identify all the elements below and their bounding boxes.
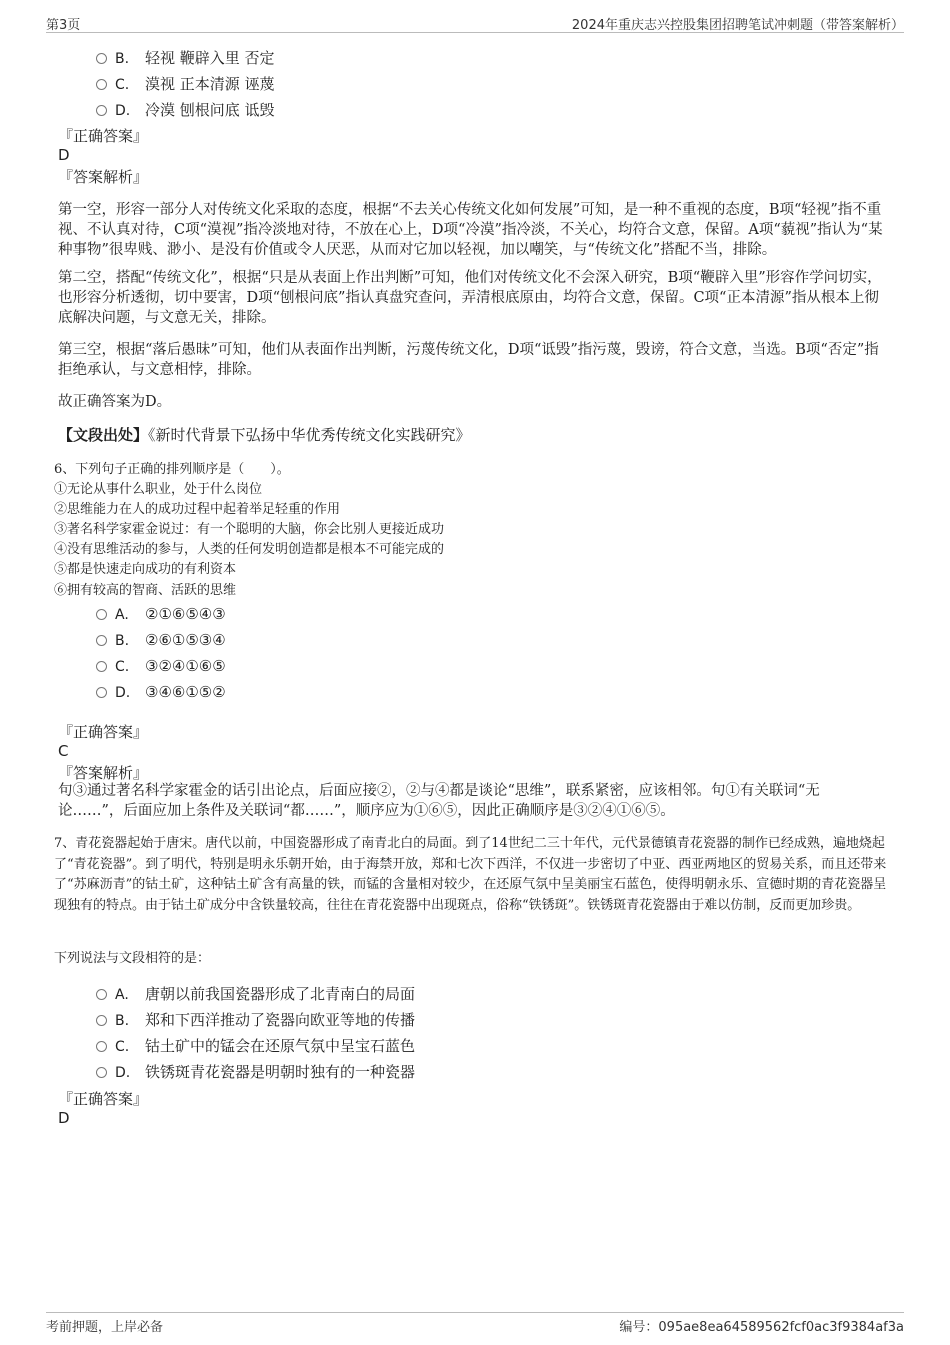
q6-option-a[interactable] [96, 603, 226, 625]
q7-answer: D [58, 1109, 70, 1127]
footer-slogan: 考前押题，上岸必备 [46, 1320, 164, 1335]
q5-source [58, 425, 471, 445]
option-letter: A. [115, 987, 129, 1003]
source-title: 《新时代背景下弘扬中华优秀传统文化实践研究》 [148, 426, 471, 444]
option-letter: B. [115, 1013, 130, 1029]
q6-option-b[interactable] [96, 629, 226, 651]
option-letter: B. [115, 51, 130, 67]
radio-icon[interactable] [96, 1067, 107, 1078]
radio-icon[interactable] [96, 687, 107, 698]
page-number: 第3页 [46, 18, 81, 33]
option-text: ②①⑥⑤④③ [145, 605, 226, 623]
option-letter: B. [115, 633, 130, 649]
radio-icon[interactable] [96, 635, 107, 646]
option-letter: A. [115, 607, 129, 623]
option-letter: C. [115, 77, 130, 93]
radio-icon[interactable] [96, 1015, 107, 1026]
q7-answer-label: 『正确答案』 [58, 1090, 149, 1108]
q6-option-d[interactable] [96, 681, 226, 703]
page-footer [46, 1312, 904, 1335]
option-text: 钴土矿中的锰会在还原气氛中呈宝石蓝色 [145, 1037, 416, 1055]
q5-analysis-p3: 第三空，根据“落后愚昧”可知，他们从表面作出判断，污蔑传统文化，D项“诋毁”指污蔑，毁谤，符合文意，当选。B项“否定”指拒绝承认，与文意相悖，排除。 [58, 342, 879, 378]
option-letter: D. [115, 103, 131, 119]
option-letter: D. [115, 1065, 131, 1081]
option-letter: C. [115, 659, 130, 675]
q6-sentence-5: ⑤都是快速走向成功的有利资本 [54, 562, 237, 577]
radio-icon[interactable] [96, 53, 107, 64]
q6-option-c[interactable] [96, 655, 226, 677]
q6-sentence-1: ①无论从事什么职业，处于什么岗位 [54, 482, 263, 497]
radio-icon[interactable] [96, 609, 107, 620]
q6-sentence-3: ③著名科学家霍金说过：有一个聪明的大脑，你会比别人更接近成功 [54, 522, 445, 537]
q6-answer-label: 『正确答案』 [58, 723, 149, 741]
q5-analysis-p2: 第二空，搭配“传统文化”，根据“只是从表面上作出判断”可知，他们对传统文化不会深入研究，B项“鞭辟入里”形容作学问切实，也形容分析透彻，切中要害，D项“刨根问底”指认真盘究查问，弄清根底原由，均符合文意，保留。C项“正本清源”指从根本上彻底解决问题，与文意无关，排除。 [58, 270, 882, 326]
radio-icon[interactable] [96, 1041, 107, 1052]
page-header [46, 14, 904, 33]
document-title: 2024年重庆志兴控股集团招聘笔试冲刺题（带答案解析） [571, 18, 904, 33]
option-text: ③④⑥①⑤② [145, 683, 226, 701]
option-text: 漠视 正本清源 诬蔑 [145, 75, 275, 93]
q6-sentence-4: ④没有思维活动的参与，人类的任何发明创造都是根本不可能完成的 [54, 542, 445, 557]
option-text: 铁锈斑青花瓷器是明朝时独有的一种瓷器 [145, 1063, 416, 1081]
q5-analysis-label: 『答案解析』 [58, 168, 149, 186]
option-text: 郑和下西洋推动了瓷器向欧亚等地的传播 [145, 1011, 416, 1029]
q6-analysis-label: 『答案解析』 [58, 764, 149, 782]
radio-icon[interactable] [96, 105, 107, 116]
q6-analysis: 句③通过著名科学家霍金的话引出论点，后面应接②，②与④都是谈论“思维”，联系紧密，应该相邻。句①有关联词“无论……”，后面应加上条件及关联词“都……”，顺序应为①⑥⑤，因此正确顺序是③②④①⑥⑤。 [58, 783, 820, 819]
q6-sentence-2: ②思维能力在人的成功过程中起着举足轻重的作用 [54, 502, 341, 517]
q6-answer: C [58, 742, 69, 760]
q7-question: 下列说法与文段相符的是： [54, 951, 211, 966]
q5-answer-label: 『正确答案』 [58, 127, 149, 145]
q7-option-c[interactable] [96, 1035, 415, 1057]
q7-passage: 7、青花瓷器起始于唐宋。唐代以前，中国瓷器形成了南青北白的局面。到了14世纪二三十年代，元代景德镇青花瓷器的制作已经成熟，遍地烧起了“青花瓷器”。到了明代，特别是明永乐朝开始，由于海禁开放，郑和七次下西洋，不仅进一步密切了中亚、西亚两地区的贸易关系，而且还带来了“苏麻沥青”的钴土矿，这种钴土矿含有高量的铁，而锰的含量相对较少，在还原气氛中呈美丽宝石蓝色，使得明朝永乐、宣德时期的青花瓷器呈现独有的特点。由于钴土矿成分中含铁量较高，往往在青花瓷器中出现斑点，俗称“铁锈斑”。铁锈斑青花瓷器由于难以仿制，反而更加珍贵。 [54, 836, 887, 913]
option-text: ②⑥①⑤③④ [145, 631, 226, 649]
radio-icon[interactable] [96, 989, 107, 1000]
q5-conclusion: 故正确答案为D。 [58, 394, 172, 410]
q5-analysis-p1: 第一空，形容一部分人对传统文化采取的态度，根据“不去关心传统文化如何发展”可知，是一种不重视的态度，B项“轻视”指不重视、不认真对待，C项“漠视”指冷淡地对待，不放在心上，D项“冷漠”指冷淡，不关心，均符合文意，保留。A项“藐视”指认为“某种事物”很卑贱、渺小、是没有价值或令人厌恶，从而对它加以轻视，加以嘲笑，与“传统文化”搭配不当，排除。 [58, 202, 883, 258]
q6-stem: 6、下列句子正确的排列顺序是（ ）。 [54, 462, 290, 477]
option-letter: D. [115, 685, 131, 701]
q7-option-a[interactable] [96, 983, 415, 1005]
source-label: 【文段出处】 [58, 426, 149, 444]
q7-option-b[interactable] [96, 1009, 415, 1031]
option-text: 轻视 鞭辟入里 否定 [145, 49, 275, 67]
q5-option-d[interactable] [96, 99, 275, 121]
q5-option-c[interactable] [96, 73, 275, 95]
radio-icon[interactable] [96, 79, 107, 90]
q6-sentence-6: ⑥拥有较高的智商、活跃的思维 [54, 583, 237, 598]
document-id: 编号：095ae8ea64589562fcf0ac3f9384af3a [619, 1320, 904, 1335]
q5-option-b[interactable] [96, 47, 275, 69]
option-letter: C. [115, 1039, 130, 1055]
q7-option-d[interactable] [96, 1061, 415, 1083]
option-text: 冷漠 刨根问底 诋毁 [145, 101, 275, 119]
option-text: ③②④①⑥⑤ [145, 657, 226, 675]
radio-icon[interactable] [96, 661, 107, 672]
option-text: 唐朝以前我国瓷器形成了北青南白的局面 [145, 985, 416, 1003]
q5-answer: D [58, 146, 70, 164]
